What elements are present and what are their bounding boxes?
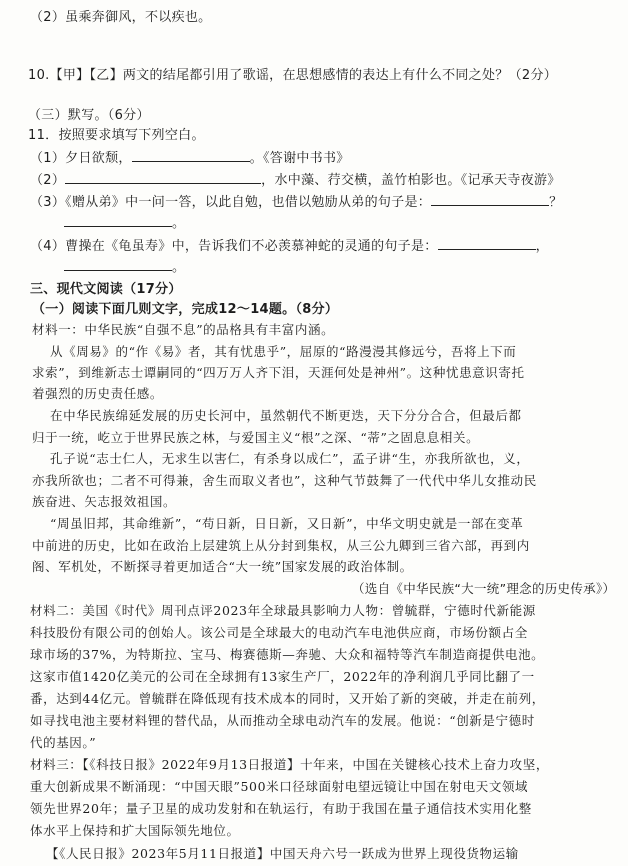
q11-item-3 <box>30 193 562 212</box>
q11-item-3-text: （3）《赠从弟》中一问一答，以此自勉，也借以勉励从弟的句子是： <box>30 195 432 210</box>
answer-blank[interactable] <box>64 258 172 271</box>
material-2-line2: 科技股份有限公司的创始人。该公司是全球最大的电动汽车电池供应商，市场份额占全 <box>30 625 528 640</box>
material-1-p4-line3: 阁、军机处，不断探寻着更加适合“大一统”国家发展的政治体制。 <box>32 559 413 574</box>
q11-item-2-label: （2） <box>30 173 66 188</box>
answer-blank[interactable] <box>64 214 172 227</box>
material-1-p2-line2: 归于一统，屹立于世界民族之林，与爱国主义“根”之深、“蒂”之固息息相关。 <box>32 430 480 445</box>
material-1-p2-line1: 在中华民族绵延发展的历史长河中，虽然朝代不断更迭，天下分分合合，但最后都 <box>50 408 522 423</box>
q11-item-4-end: 。 <box>172 260 186 275</box>
q11-item-3-cont <box>64 214 185 233</box>
answer-blank[interactable] <box>65 171 261 184</box>
material-1-p3-line2: 亦我所欲也；二者不可得兼，舍生而取义者也”，这种气节鼓舞了一代代中华儿女推动民 <box>32 473 537 488</box>
material-3-line2: 重大创新成果不断涌现：“中国天眼”500米口径球面射电望远镜让中国在射电天文领域 <box>30 779 529 794</box>
question-10: 10.【甲】【乙】两文的结尾都引用了歌谣，在思想感情的表达上有什么不同之处？（2分） <box>28 68 558 83</box>
q11-item-1-text: （1）夕日欲颓， <box>30 151 132 166</box>
material-3-line5: 【《人民日报》2023年5月11日报道】中国天舟六号一跃成为世界上现役货物运输 <box>46 846 519 861</box>
material-2-line1: 材料二：美国《时代》周刊点评2023年全球最具影响力人物：曾毓群，宁德时代新能源 <box>30 603 536 618</box>
material-1-heading: 材料一：中华民族“自强不息”的品格具有丰富内涵。 <box>32 322 335 337</box>
q11-item-1-source: 。《答谢中书书》 <box>249 151 350 166</box>
question-11: 11．按照要求填写下列空白。 <box>28 128 205 143</box>
answer-blank[interactable] <box>438 237 536 250</box>
q11-item-3-mark: ？ <box>549 195 563 210</box>
q11-item-1 <box>30 149 350 168</box>
material-3-line1: 材料三：【《科技日报》2022年9月13日报道】十年来，中国在关键核心技术上奋力攻坚， <box>30 757 549 772</box>
material-1-p4-line1: “周虽旧邦，其命维新”，“苟日新，日日新，又日新”，中华文明史就是一部在变革 <box>50 516 524 531</box>
q11-item-3-end: 。 <box>172 216 186 231</box>
q11-item-2 <box>30 171 561 190</box>
q11-item-2-text: ，水中藻、荇交横，盖竹柏影也。《记承天寺夜游》 <box>261 173 561 188</box>
material-1-p4-line2: 中前进的历史，比如在政治上层建筑上从分封到集权，从三公九卿到三省六部，再到内 <box>32 538 530 553</box>
material-1-source: （选自《中华民族“大一统”理念的历史传承》） <box>352 581 616 596</box>
material-1-p1-line2: 求索”，到维新志士谭嗣同的“四万万人齐下泪，天涯何处是神州”。这种忧患意识寄托 <box>32 365 525 380</box>
q11-item-4-text: （4）曹操在《龟虽寿》中，告诉我们不必羡慕神蛇的灵通的句子是： <box>30 239 438 254</box>
answer-blank[interactable] <box>132 149 250 162</box>
answer-blank[interactable] <box>431 193 549 206</box>
q11-item-4 <box>30 237 549 256</box>
material-2-line6: 如寻找电池主要材料锂的替代品，从而推动全球电动汽车的发展。他说：“创新是宁德时 <box>30 713 535 728</box>
section-dictation-title: （三）默写。（6分） <box>28 108 150 123</box>
material-1-p3-line3: 族奋进、矢志报效祖国。 <box>32 494 177 509</box>
material-2-line4: 这家市值1420亿美元的公司在全球拥有13家生产厂，2022年的净利润几乎同比翻了一 <box>30 669 535 684</box>
material-2-line5: 番，达到44亿元。曾毓群在降低现有技术成本的同时，又开始了新的突破，并走在前列， <box>30 691 545 706</box>
material-3-line3: 领先世界20年；量子卫星的成功发射和在轨运行，有助于我国在量子通信技术实用化整 <box>30 801 532 816</box>
material-1-p1-line3: 着强烈的历史责任感。 <box>32 386 164 401</box>
material-1-p3-line1: 孔子说“志士仁人，无求生以害仁，有杀身以成仁”，孟子讲“生，亦我所欲也，义， <box>50 451 530 466</box>
q9-item-2: （2）虽乘奔御风，不以疾也。 <box>30 10 212 25</box>
q11-item-4-cont <box>64 258 185 277</box>
reading-part-1-title: （一）阅读下面几则文字，完成12～14题。（8分） <box>32 302 339 317</box>
material-2-line3: 球市场的37%，为特斯拉、宝马、梅赛德斯—奔驰、大众和福特等汽车制造商提供电池。 <box>30 647 545 662</box>
material-1-p1-line1: 从《周易》的“作《易》者，其有忧患乎”，屈原的“路漫漫其修远兮，吾将上下而 <box>50 344 517 359</box>
section-3-title: 三、现代文阅读（17分） <box>30 282 182 297</box>
material-3-line4: 体水平上保持和扩大国际领先地位。 <box>30 823 240 838</box>
q11-item-4-mark: ， <box>535 239 549 254</box>
material-2-line7: 代的基因。” <box>30 735 97 750</box>
